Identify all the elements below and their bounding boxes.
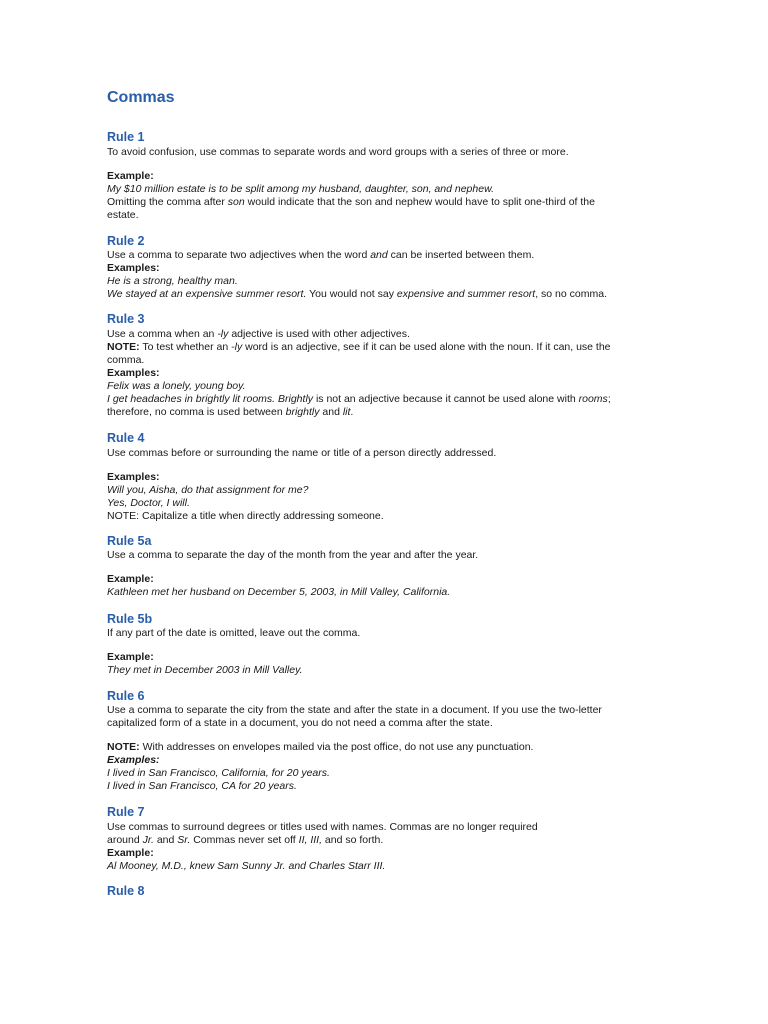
rule-5b-example: They met in December 2003 in Mill Valley. — [107, 664, 303, 676]
rule-6-note: NOTE: With addresses on envelopes mailed via the post office, do not use any punctuation. — [107, 741, 534, 753]
rule-7-text-line-1: Use commas to surround degrees or titles used with names. Commas are no longer required — [107, 821, 538, 833]
rule-6-examples-label: Examples: — [107, 754, 160, 766]
rule-5b-heading: Rule 5b — [107, 612, 153, 626]
rule-5a-example: Kathleen met her husband on December 5, 2003, in Mill Valley, California. — [107, 586, 451, 598]
page-title: Commas — [107, 89, 175, 106]
rule-6-example-2: I lived in San Francisco, CA for 20 years. — [107, 780, 297, 792]
rule-1-text: To avoid confusion, use commas to separate words and word groups with a series of three or more. — [107, 146, 569, 158]
rule-7-example: Al Mooney, M.D., knew Sam Sunny Jr. and Charles Starr III. — [107, 860, 386, 872]
rule-4-heading: Rule 4 — [107, 431, 145, 445]
rule-3-note-line-1: NOTE: To test whether an -ly word is an adjective, see if it can be used alone with the noun. If it can, use the — [107, 341, 611, 353]
rule-2-example-2: We stayed at an expensive summer resort. You would not say expensive and summer resort, so no comma. — [107, 288, 607, 300]
rule-2-examples-label: Examples: — [107, 262, 160, 274]
rule-5a-example-label: Example: — [107, 573, 154, 585]
rule-2-text: Use a comma to separate two adjectives when the word and can be inserted between them. — [107, 249, 535, 261]
rule-3-examples-label: Examples: — [107, 367, 160, 379]
rule-3-note-line-2: comma. — [107, 354, 145, 366]
rule-2-heading: Rule 2 — [107, 234, 145, 248]
rule-8-heading: Rule 8 — [107, 884, 145, 898]
rule-5b-example-label: Example: — [107, 651, 154, 663]
rule-2-example-1: He is a strong, healthy man. — [107, 275, 238, 287]
rule-4-text: Use commas before or surrounding the name or title of a person directly addressed. — [107, 447, 497, 459]
rule-5b-text: If any part of the date is omitted, leave out the comma. — [107, 627, 361, 639]
rule-1-comment-line-1: Omitting the comma after son would indicate that the son and nephew would have to split one-third of the — [107, 196, 595, 208]
rule-1-comment-line-2: estate. — [107, 209, 139, 221]
rule-3-example-1: Felix was a lonely, young boy. — [107, 380, 246, 392]
rule-7-text-line-2: around Jr. and Sr. Commas never set off II, III, and so forth. — [107, 834, 384, 846]
rule-6-text-line-1: Use a comma to separate the city from the state and after the state in a document. If you use the two-letter — [107, 704, 602, 716]
rule-4-examples-label: Examples: — [107, 471, 160, 483]
rule-5a-heading: Rule 5a — [107, 534, 152, 548]
rule-4-example-1: Will you, Aisha, do that assignment for me? — [107, 484, 309, 496]
rule-1-heading: Rule 1 — [107, 130, 145, 144]
rule-4-example-2: Yes, Doctor, I will. — [107, 497, 190, 509]
rule-6-heading: Rule 6 — [107, 689, 145, 703]
rule-6-text-line-2: capitalized form of a state in a document, you do not need a comma after the state. — [107, 717, 493, 729]
rule-1-example: My $10 million estate is to be split among my husband, daughter, son, and nephew. — [107, 183, 494, 195]
rule-3-example-2: I get headaches in brightly lit rooms. Brightly is not an adjective because it cannot be used alone with rooms; — [107, 393, 611, 405]
rule-3-example-3: therefore, no comma is used between brightly and lit. — [107, 406, 354, 418]
rule-7-heading: Rule 7 — [107, 805, 145, 819]
rule-5a-text: Use a comma to separate the day of the month from the year and after the year. — [107, 549, 479, 561]
rule-7-example-label: Example: — [107, 847, 154, 859]
rule-3-heading: Rule 3 — [107, 312, 145, 326]
rule-6-example-1: I lived in San Francisco, California, for 20 years. — [107, 767, 330, 779]
rule-3-text: Use a comma when an -ly adjective is used with other adjectives. — [107, 328, 410, 340]
rule-4-note: NOTE: Capitalize a title when directly addressing someone. — [107, 510, 384, 522]
rule-1-example-label: Example: — [107, 170, 154, 182]
